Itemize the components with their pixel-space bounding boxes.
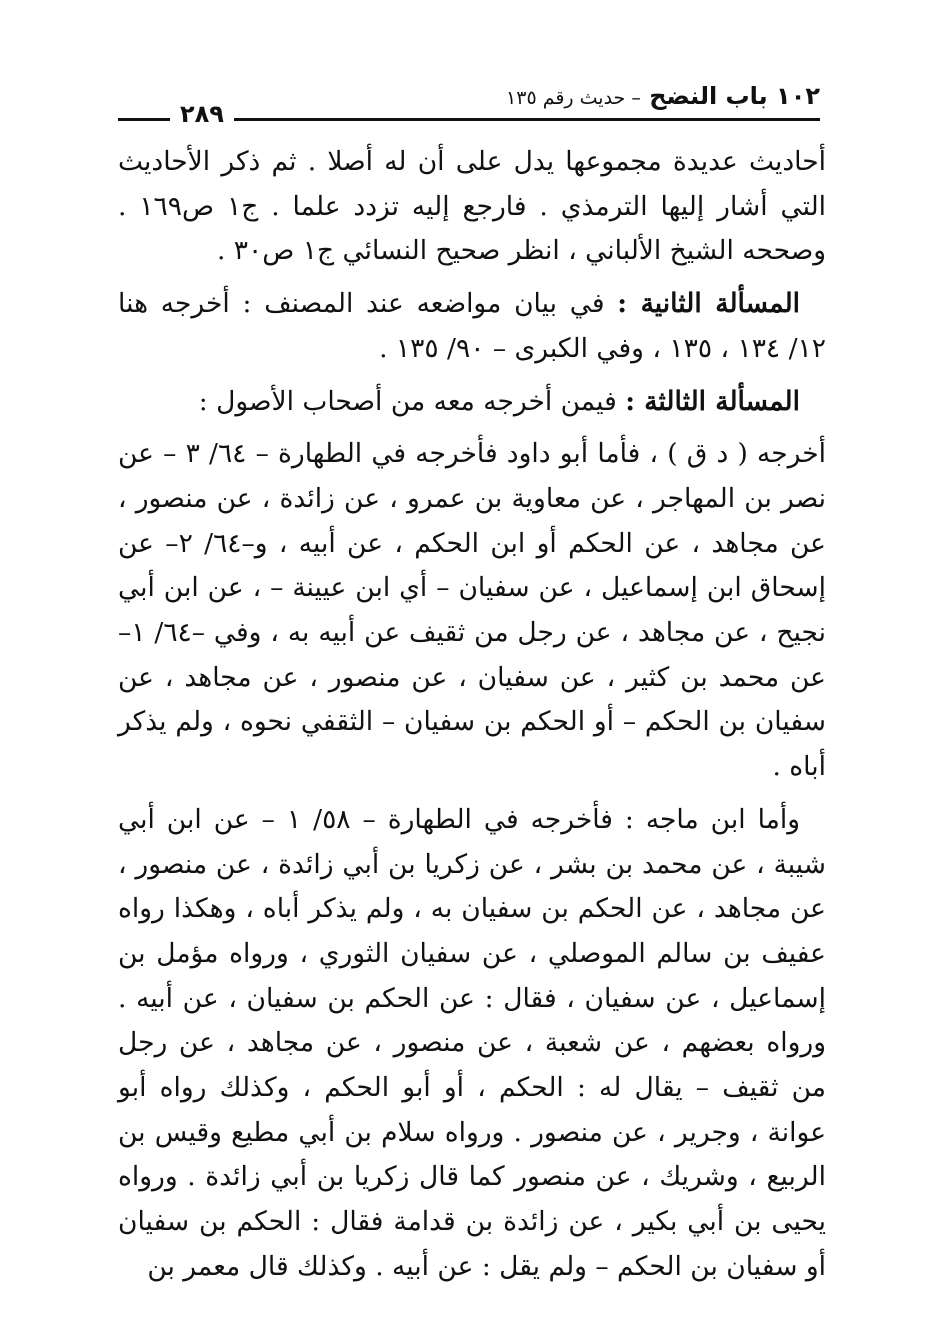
section-heading: المسألة الثالثة : xyxy=(625,385,800,417)
paragraph xyxy=(118,432,826,790)
page-number: ٢٨٩ xyxy=(170,100,234,128)
paragraph-text: فيمن أخرجه معه من أصحاب الأصول : xyxy=(198,385,617,417)
chapter-title: ١٠٢ باب النضح xyxy=(649,82,820,110)
paragraph xyxy=(118,140,826,274)
paragraph-text: أحاديث عديدة مجموعها يدل على أن له أصلا . ثم ذكر الأحاديث التي أشار إليها الترمذي . فارجع إليه تزدد علما . ج١ ص١٦٩ . وصححه الشيخ الألباني ، انظر صحيح النسائي ج١ ص٣٠ . xyxy=(118,146,826,267)
paragraph-text: في بيان مواضعه عند المصنف : أخرجه هنا ١٢/ ١٣٤ ، ١٣٥ ، وفي الكبرى – ٩٠/ ١٣٥ . xyxy=(118,288,826,364)
paragraph xyxy=(118,798,826,1290)
paragraph-text: أخرجه ( د ق ) ، فأما أبو داود فأخرجه في الطهارة – ٦٤/ ٣ – عن نصر بن المهاجر ، عن معاوية بن عمرو ، عن زائدة ، عن منصور ، عن مجاهد ، عن الحكم أو ابن الحكم ، عن أبيه ، و–٦٤/ ٢– عن إسحاق ابن إسماعيل ، عن سفيان – أي ابن عيينة – ، عن ابن أبي نجيح ، عن مجاهد ، عن رجل من ثقيف عن أبيه به ، وفي –٦٤/ ١– عن محمد بن كثير ، عن سفيان ، عن منصور ، عن مجاهد ، عن سفيان بن الحكم – أو الحكم بن سفيان – الثقفي نحوه ، ولم يذكر أباه . xyxy=(118,438,826,783)
section-heading: المسألة الثانية : xyxy=(617,288,800,320)
running-title xyxy=(506,82,820,110)
paragraph-text: وأما ابن ماجه : فأخرجه في الطهارة – ٥٨/ ١ – عن ابن أبي شيبة ، عن محمد بن بشر ، عن زكريا بن أبي زائدة ، عن منصور ، عن مجاهد ، عن الحكم بن سفيان به ، ولم يذكر أباه ، وهكذا رواه عفيف بن سالم الموصلي ، عن سفيان الثوري ، ورواه مؤمل بن إسماعيل ، عن سفيان ، فقال : عن الحكم بن سفيان ، عن أبيه . ورواه بعضهم ، عن شعبة ، عن منصور ، عن مجاهد ، عن رجل من ثقيف – يقال له : الحكم ، أو أبو الحكم ، وكذلك رواه أبو عوانة ، وجرير ، عن منصور . ورواه سلام بن أبي مطيع وقيس بن الربيع ، وشريك ، عن منصور كما قال زكريا بن أبي زائدة . ورواه يحيى بن أبي بكير ، عن زائدة بن قدامة فقال : الحكم بن سفيان أو سفيان بن الحكم – ولم يقل : عن أبيه . وكذلك قال معمر بن xyxy=(118,803,826,1282)
page-header xyxy=(118,82,820,128)
paragraph xyxy=(118,380,826,425)
paragraph xyxy=(118,282,826,371)
body-text xyxy=(118,140,826,1290)
hadith-number: – حديث رقم ١٣٥ xyxy=(506,87,641,109)
